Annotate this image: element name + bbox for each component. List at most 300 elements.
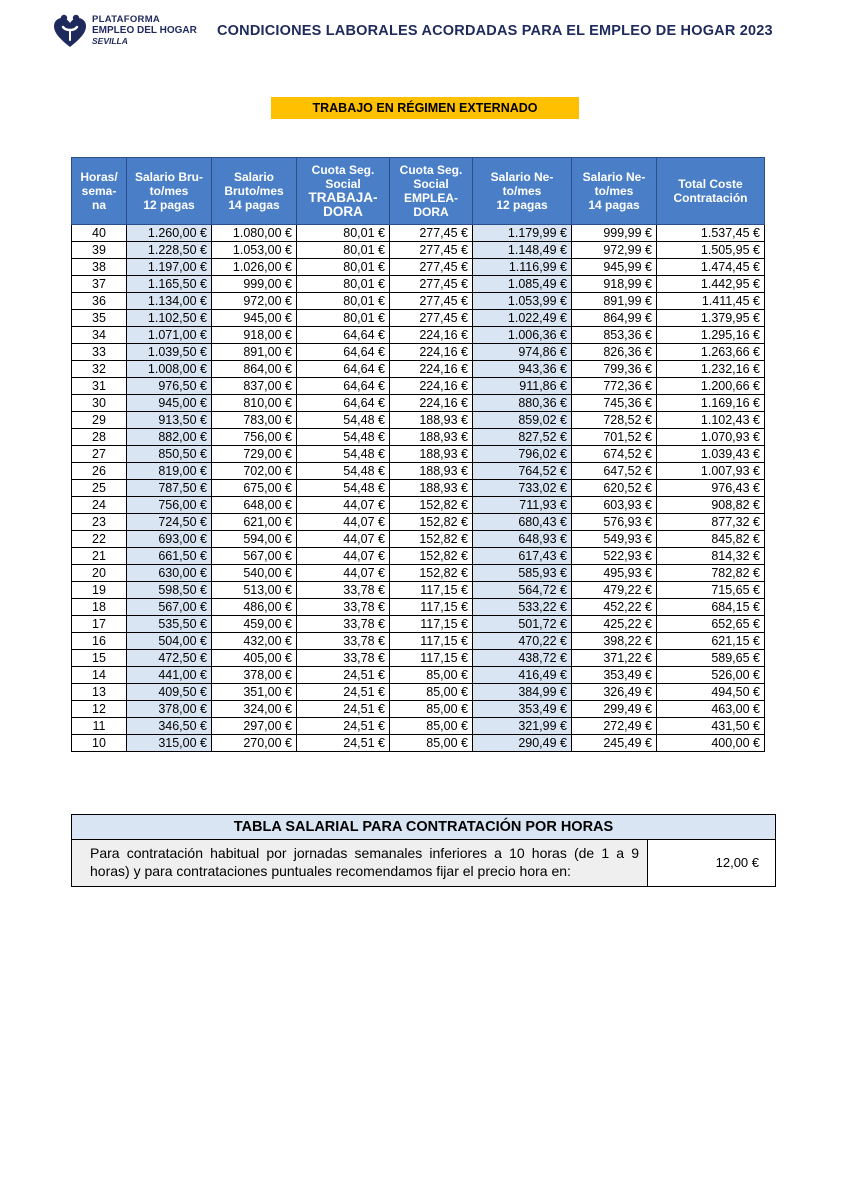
table-cell: 44,07 € xyxy=(297,497,390,514)
table-row xyxy=(72,667,765,684)
hours-cell: 39 xyxy=(72,242,127,259)
hours-cell: 19 xyxy=(72,582,127,599)
col-header-gross-14: Salario Bruto/mes 14 pagas xyxy=(212,158,297,225)
table-cell: 1.197,00 € xyxy=(127,259,212,276)
table-cell: 277,45 € xyxy=(390,259,473,276)
table-cell: 1.039,43 € xyxy=(657,446,765,463)
table-cell: 400,00 € xyxy=(657,735,765,752)
table-row xyxy=(72,293,765,310)
table-cell: 891,00 € xyxy=(212,344,297,361)
col-header-worker-contribution: Cuota Seg. Social TRABAJA- DORA xyxy=(297,158,390,225)
table-cell: 80,01 € xyxy=(297,225,390,242)
table-row xyxy=(72,225,765,242)
table-cell: 188,93 € xyxy=(390,446,473,463)
table-cell: 270,00 € xyxy=(212,735,297,752)
table-cell: 85,00 € xyxy=(390,667,473,684)
table-cell: 409,50 € xyxy=(127,684,212,701)
table-cell: 64,64 € xyxy=(297,361,390,378)
table-cell: 715,65 € xyxy=(657,582,765,599)
table-cell: 764,52 € xyxy=(473,463,572,480)
table-cell: 438,72 € xyxy=(473,650,572,667)
table-row xyxy=(72,497,765,514)
table-cell: 80,01 € xyxy=(297,310,390,327)
table-cell: 80,01 € xyxy=(297,293,390,310)
table-cell: 152,82 € xyxy=(390,548,473,565)
table-cell: 44,07 € xyxy=(297,531,390,548)
table-cell: 661,50 € xyxy=(127,548,212,565)
table-row xyxy=(72,480,765,497)
table-cell: 918,99 € xyxy=(572,276,657,293)
hourly-rate-description: Para contratación habitual por jornadas semanales inferiores a 10 horas (de 1 a 9 horas) y para contrataciones puntuales recomendamos fijar el precio hora en: xyxy=(72,840,648,886)
table-cell: 540,00 € xyxy=(212,565,297,582)
table-cell: 891,99 € xyxy=(572,293,657,310)
table-row xyxy=(72,718,765,735)
table-cell: 224,16 € xyxy=(390,361,473,378)
table-cell: 24,51 € xyxy=(297,684,390,701)
table-row xyxy=(72,429,765,446)
table-cell: 1.165,50 € xyxy=(127,276,212,293)
table-cell: 772,36 € xyxy=(572,378,657,395)
table-cell: 526,00 € xyxy=(657,667,765,684)
table-row xyxy=(72,633,765,650)
table-cell: 1.080,00 € xyxy=(212,225,297,242)
table-cell: 850,50 € xyxy=(127,446,212,463)
table-cell: 33,78 € xyxy=(297,582,390,599)
table-cell: 1.026,00 € xyxy=(212,259,297,276)
table-row xyxy=(72,684,765,701)
hourly-rate-box xyxy=(71,814,776,887)
hours-cell: 21 xyxy=(72,548,127,565)
table-cell: 620,52 € xyxy=(572,480,657,497)
table-cell: 711,93 € xyxy=(473,497,572,514)
table-cell: 684,15 € xyxy=(657,599,765,616)
table-cell: 693,00 € xyxy=(127,531,212,548)
table-cell: 324,00 € xyxy=(212,701,297,718)
table-cell: 1.039,50 € xyxy=(127,344,212,361)
table-cell: 913,50 € xyxy=(127,412,212,429)
table-cell: 470,22 € xyxy=(473,633,572,650)
table-cell: 864,99 € xyxy=(572,310,657,327)
hours-cell: 29 xyxy=(72,412,127,429)
table-cell: 1.070,93 € xyxy=(657,429,765,446)
table-cell: 33,78 € xyxy=(297,650,390,667)
table-cell: 54,48 € xyxy=(297,446,390,463)
table-cell: 188,93 € xyxy=(390,412,473,429)
table-cell: 745,36 € xyxy=(572,395,657,412)
hours-cell: 25 xyxy=(72,480,127,497)
table-cell: 648,93 € xyxy=(473,531,572,548)
table-row xyxy=(72,514,765,531)
table-cell: 64,64 € xyxy=(297,395,390,412)
table-cell: 859,02 € xyxy=(473,412,572,429)
table-row xyxy=(72,599,765,616)
col-header-gross-12: Salario Bru- to/mes 12 pagas xyxy=(127,158,212,225)
col-header-net-12: Salario Ne- to/mes 12 pagas xyxy=(473,158,572,225)
table-cell: 630,00 € xyxy=(127,565,212,582)
table-cell: 80,01 € xyxy=(297,259,390,276)
hourly-rate-title: TABLA SALARIAL PARA CONTRATACIÓN POR HORAS xyxy=(72,815,775,840)
logo-line-2: EMPLEO DEL HOGAR xyxy=(92,25,197,36)
hours-cell: 36 xyxy=(72,293,127,310)
table-cell: 351,00 € xyxy=(212,684,297,701)
table-cell: 1.200,66 € xyxy=(657,378,765,395)
table-cell: 54,48 € xyxy=(297,480,390,497)
table-cell: 80,01 € xyxy=(297,276,390,293)
col-header-total-cost: Total Coste Contratación xyxy=(657,158,765,225)
table-row xyxy=(72,446,765,463)
table-row xyxy=(72,616,765,633)
table-cell: 877,32 € xyxy=(657,514,765,531)
hours-cell: 18 xyxy=(72,599,127,616)
table-cell: 277,45 € xyxy=(390,225,473,242)
hours-cell: 10 xyxy=(72,735,127,752)
table-cell: 882,00 € xyxy=(127,429,212,446)
table-cell: 277,45 € xyxy=(390,242,473,259)
table-cell: 810,00 € xyxy=(212,395,297,412)
hours-cell: 32 xyxy=(72,361,127,378)
table-cell: 44,07 € xyxy=(297,514,390,531)
table-cell: 1.505,95 € xyxy=(657,242,765,259)
table-cell: 224,16 € xyxy=(390,378,473,395)
table-cell: 1.134,00 € xyxy=(127,293,212,310)
table-cell: 441,00 € xyxy=(127,667,212,684)
col-header-employer-contribution: Cuota Seg. Social EMPLEA- DORA xyxy=(390,158,473,225)
table-cell: 814,32 € xyxy=(657,548,765,565)
table-cell: 756,00 € xyxy=(212,429,297,446)
table-cell: 299,49 € xyxy=(572,701,657,718)
table-row xyxy=(72,310,765,327)
table-cell: 64,64 € xyxy=(297,327,390,344)
table-cell: 549,93 € xyxy=(572,531,657,548)
table-cell: 1.232,16 € xyxy=(657,361,765,378)
table-cell: 117,15 € xyxy=(390,616,473,633)
table-cell: 321,99 € xyxy=(473,718,572,735)
table-cell: 85,00 € xyxy=(390,701,473,718)
table-cell: 479,22 € xyxy=(572,582,657,599)
table-cell: 845,82 € xyxy=(657,531,765,548)
table-cell: 24,51 € xyxy=(297,701,390,718)
table-cell: 152,82 € xyxy=(390,497,473,514)
table-cell: 425,22 € xyxy=(572,616,657,633)
heart-hands-logo-icon xyxy=(52,14,88,50)
hours-cell: 17 xyxy=(72,616,127,633)
table-cell: 1.442,95 € xyxy=(657,276,765,293)
table-cell: 647,52 € xyxy=(572,463,657,480)
table-cell: 277,45 € xyxy=(390,310,473,327)
table-row xyxy=(72,276,765,293)
hours-cell: 37 xyxy=(72,276,127,293)
table-cell: 701,52 € xyxy=(572,429,657,446)
table-cell: 405,00 € xyxy=(212,650,297,667)
col-header-net-14: Salario Ne- to/mes 14 pagas xyxy=(572,158,657,225)
table-row xyxy=(72,327,765,344)
table-cell: 224,16 € xyxy=(390,395,473,412)
table-cell: 617,43 € xyxy=(473,548,572,565)
table-cell: 353,49 € xyxy=(473,701,572,718)
table-cell: 1.008,00 € xyxy=(127,361,212,378)
hours-cell: 26 xyxy=(72,463,127,480)
table-cell: 827,52 € xyxy=(473,429,572,446)
table-cell: 326,49 € xyxy=(572,684,657,701)
table-cell: 272,49 € xyxy=(572,718,657,735)
table-cell: 1.179,99 € xyxy=(473,225,572,242)
table-cell: 782,82 € xyxy=(657,565,765,582)
table-cell: 33,78 € xyxy=(297,616,390,633)
table-cell: 837,00 € xyxy=(212,378,297,395)
hours-cell: 31 xyxy=(72,378,127,395)
table-cell: 974,86 € xyxy=(473,344,572,361)
table-cell: 567,00 € xyxy=(212,548,297,565)
table-cell: 918,00 € xyxy=(212,327,297,344)
hours-cell: 14 xyxy=(72,667,127,684)
hours-cell: 13 xyxy=(72,684,127,701)
table-cell: 1.379,95 € xyxy=(657,310,765,327)
table-cell: 33,78 € xyxy=(297,599,390,616)
col-header-hours: Horas/ sema- na xyxy=(72,158,127,225)
table-cell: 1.006,36 € xyxy=(473,327,572,344)
page-header xyxy=(52,12,812,52)
table-row xyxy=(72,378,765,395)
table-cell: 346,50 € xyxy=(127,718,212,735)
section-tag: TRABAJO EN RÉGIMEN EXTERNADO xyxy=(271,97,579,119)
hours-cell: 40 xyxy=(72,225,127,242)
hours-cell: 27 xyxy=(72,446,127,463)
table-cell: 44,07 € xyxy=(297,548,390,565)
table-cell: 1.053,00 € xyxy=(212,242,297,259)
table-cell: 724,50 € xyxy=(127,514,212,531)
table-row xyxy=(72,259,765,276)
table-cell: 64,64 € xyxy=(297,344,390,361)
table-cell: 452,22 € xyxy=(572,599,657,616)
hours-cell: 15 xyxy=(72,650,127,667)
table-cell: 64,64 € xyxy=(297,378,390,395)
table-cell: 819,00 € xyxy=(127,463,212,480)
table-cell: 315,00 € xyxy=(127,735,212,752)
logo xyxy=(52,12,212,52)
table-cell: 826,36 € xyxy=(572,344,657,361)
table-cell: 245,49 € xyxy=(572,735,657,752)
table-cell: 680,43 € xyxy=(473,514,572,531)
table-cell: 494,50 € xyxy=(657,684,765,701)
table-cell: 943,36 € xyxy=(473,361,572,378)
table-cell: 80,01 € xyxy=(297,242,390,259)
table-cell: 1.053,99 € xyxy=(473,293,572,310)
table-row xyxy=(72,582,765,599)
hourly-rate-price: 12,00 € xyxy=(648,840,775,886)
table-cell: 621,15 € xyxy=(657,633,765,650)
table-cell: 702,00 € xyxy=(212,463,297,480)
table-cell: 24,51 € xyxy=(297,667,390,684)
table-cell: 1.474,45 € xyxy=(657,259,765,276)
table-cell: 756,00 € xyxy=(127,497,212,514)
table-row xyxy=(72,242,765,259)
table-cell: 945,99 € xyxy=(572,259,657,276)
table-cell: 459,00 € xyxy=(212,616,297,633)
table-cell: 1.537,45 € xyxy=(657,225,765,242)
table-cell: 277,45 € xyxy=(390,276,473,293)
table-cell: 535,50 € xyxy=(127,616,212,633)
table-cell: 976,50 € xyxy=(127,378,212,395)
table-row xyxy=(72,548,765,565)
logo-line-1: PLATAFORMA xyxy=(92,14,161,25)
table-cell: 594,00 € xyxy=(212,531,297,548)
table-cell: 54,48 € xyxy=(297,429,390,446)
table-cell: 1.260,00 € xyxy=(127,225,212,242)
table-cell: 378,00 € xyxy=(127,701,212,718)
table-row xyxy=(72,531,765,548)
table-cell: 787,50 € xyxy=(127,480,212,497)
table-cell: 1.228,50 € xyxy=(127,242,212,259)
table-cell: 54,48 € xyxy=(297,412,390,429)
table-cell: 188,93 € xyxy=(390,480,473,497)
table-cell: 486,00 € xyxy=(212,599,297,616)
table-cell: 501,72 € xyxy=(473,616,572,633)
table-cell: 152,82 € xyxy=(390,565,473,582)
hours-cell: 12 xyxy=(72,701,127,718)
table-cell: 972,99 € xyxy=(572,242,657,259)
table-cell: 911,86 € xyxy=(473,378,572,395)
table-row xyxy=(72,735,765,752)
table-cell: 85,00 € xyxy=(390,684,473,701)
table-cell: 1.169,16 € xyxy=(657,395,765,412)
table-cell: 1.116,99 € xyxy=(473,259,572,276)
document-title: CONDICIONES LABORALES ACORDADAS PARA EL EMPLEO DE HOGAR 2023 xyxy=(217,23,773,39)
hours-cell: 38 xyxy=(72,259,127,276)
table-cell: 513,00 € xyxy=(212,582,297,599)
table-cell: 54,48 € xyxy=(297,463,390,480)
table-cell: 117,15 € xyxy=(390,650,473,667)
table-cell: 378,00 € xyxy=(212,667,297,684)
table-cell: 880,36 € xyxy=(473,395,572,412)
table-cell: 564,72 € xyxy=(473,582,572,599)
table-cell: 733,02 € xyxy=(473,480,572,497)
table-cell: 1.022,49 € xyxy=(473,310,572,327)
table-cell: 567,00 € xyxy=(127,599,212,616)
logo-line-3: SEVILLA xyxy=(92,36,128,46)
table-cell: 585,93 € xyxy=(473,565,572,582)
hours-cell: 33 xyxy=(72,344,127,361)
table-cell: 504,00 € xyxy=(127,633,212,650)
table-row xyxy=(72,395,765,412)
table-row xyxy=(72,650,765,667)
table-cell: 152,82 € xyxy=(390,531,473,548)
table-cell: 224,16 € xyxy=(390,344,473,361)
table-cell: 675,00 € xyxy=(212,480,297,497)
table-cell: 495,93 € xyxy=(572,565,657,582)
table-row xyxy=(72,565,765,582)
table-cell: 674,52 € xyxy=(572,446,657,463)
table-cell: 432,00 € xyxy=(212,633,297,650)
table-cell: 353,49 € xyxy=(572,667,657,684)
table-cell: 945,00 € xyxy=(212,310,297,327)
table-row xyxy=(72,463,765,480)
table-cell: 188,93 € xyxy=(390,463,473,480)
hours-cell: 22 xyxy=(72,531,127,548)
table-cell: 598,50 € xyxy=(127,582,212,599)
table-cell: 1.148,49 € xyxy=(473,242,572,259)
table-cell: 999,00 € xyxy=(212,276,297,293)
table-cell: 371,22 € xyxy=(572,650,657,667)
table-cell: 117,15 € xyxy=(390,633,473,650)
table-cell: 1.085,49 € xyxy=(473,276,572,293)
table-cell: 1.007,93 € xyxy=(657,463,765,480)
table-cell: 853,36 € xyxy=(572,327,657,344)
table-cell: 33,78 € xyxy=(297,633,390,650)
table-cell: 398,22 € xyxy=(572,633,657,650)
table-cell: 522,93 € xyxy=(572,548,657,565)
table-row xyxy=(72,412,765,429)
table-cell: 533,22 € xyxy=(473,599,572,616)
table-cell: 24,51 € xyxy=(297,735,390,752)
table-cell: 796,02 € xyxy=(473,446,572,463)
table-cell: 188,93 € xyxy=(390,429,473,446)
table-row xyxy=(72,344,765,361)
table-cell: 729,00 € xyxy=(212,446,297,463)
salary-table xyxy=(71,157,765,752)
table-cell: 799,36 € xyxy=(572,361,657,378)
table-cell: 152,82 € xyxy=(390,514,473,531)
table-cell: 999,99 € xyxy=(572,225,657,242)
table-cell: 472,50 € xyxy=(127,650,212,667)
hours-cell: 34 xyxy=(72,327,127,344)
table-cell: 1.263,66 € xyxy=(657,344,765,361)
hours-cell: 16 xyxy=(72,633,127,650)
table-cell: 908,82 € xyxy=(657,497,765,514)
table-cell: 621,00 € xyxy=(212,514,297,531)
table-cell: 576,93 € xyxy=(572,514,657,531)
table-cell: 945,00 € xyxy=(127,395,212,412)
table-cell: 652,65 € xyxy=(657,616,765,633)
table-cell: 117,15 € xyxy=(390,582,473,599)
table-row xyxy=(72,361,765,378)
table-cell: 1.102,43 € xyxy=(657,412,765,429)
table-cell: 864,00 € xyxy=(212,361,297,378)
hours-cell: 11 xyxy=(72,718,127,735)
hours-cell: 20 xyxy=(72,565,127,582)
table-cell: 976,43 € xyxy=(657,480,765,497)
table-cell: 297,00 € xyxy=(212,718,297,735)
table-cell: 1.295,16 € xyxy=(657,327,765,344)
table-cell: 1.071,00 € xyxy=(127,327,212,344)
table-row xyxy=(72,701,765,718)
table-cell: 783,00 € xyxy=(212,412,297,429)
header-row xyxy=(72,158,765,225)
hours-cell: 24 xyxy=(72,497,127,514)
table-cell: 416,49 € xyxy=(473,667,572,684)
table-cell: 224,16 € xyxy=(390,327,473,344)
table-cell: 589,65 € xyxy=(657,650,765,667)
table-cell: 85,00 € xyxy=(390,735,473,752)
table-cell: 431,50 € xyxy=(657,718,765,735)
table-cell: 85,00 € xyxy=(390,718,473,735)
table-cell: 1.411,45 € xyxy=(657,293,765,310)
hours-cell: 30 xyxy=(72,395,127,412)
table-cell: 463,00 € xyxy=(657,701,765,718)
table-cell: 117,15 € xyxy=(390,599,473,616)
hours-cell: 35 xyxy=(72,310,127,327)
table-cell: 290,49 € xyxy=(473,735,572,752)
hours-cell: 23 xyxy=(72,514,127,531)
table-cell: 648,00 € xyxy=(212,497,297,514)
table-cell: 728,52 € xyxy=(572,412,657,429)
table-cell: 24,51 € xyxy=(297,718,390,735)
table-cell: 44,07 € xyxy=(297,565,390,582)
hours-cell: 28 xyxy=(72,429,127,446)
table-cell: 1.102,50 € xyxy=(127,310,212,327)
table-cell: 603,93 € xyxy=(572,497,657,514)
table-cell: 384,99 € xyxy=(473,684,572,701)
table-cell: 277,45 € xyxy=(390,293,473,310)
